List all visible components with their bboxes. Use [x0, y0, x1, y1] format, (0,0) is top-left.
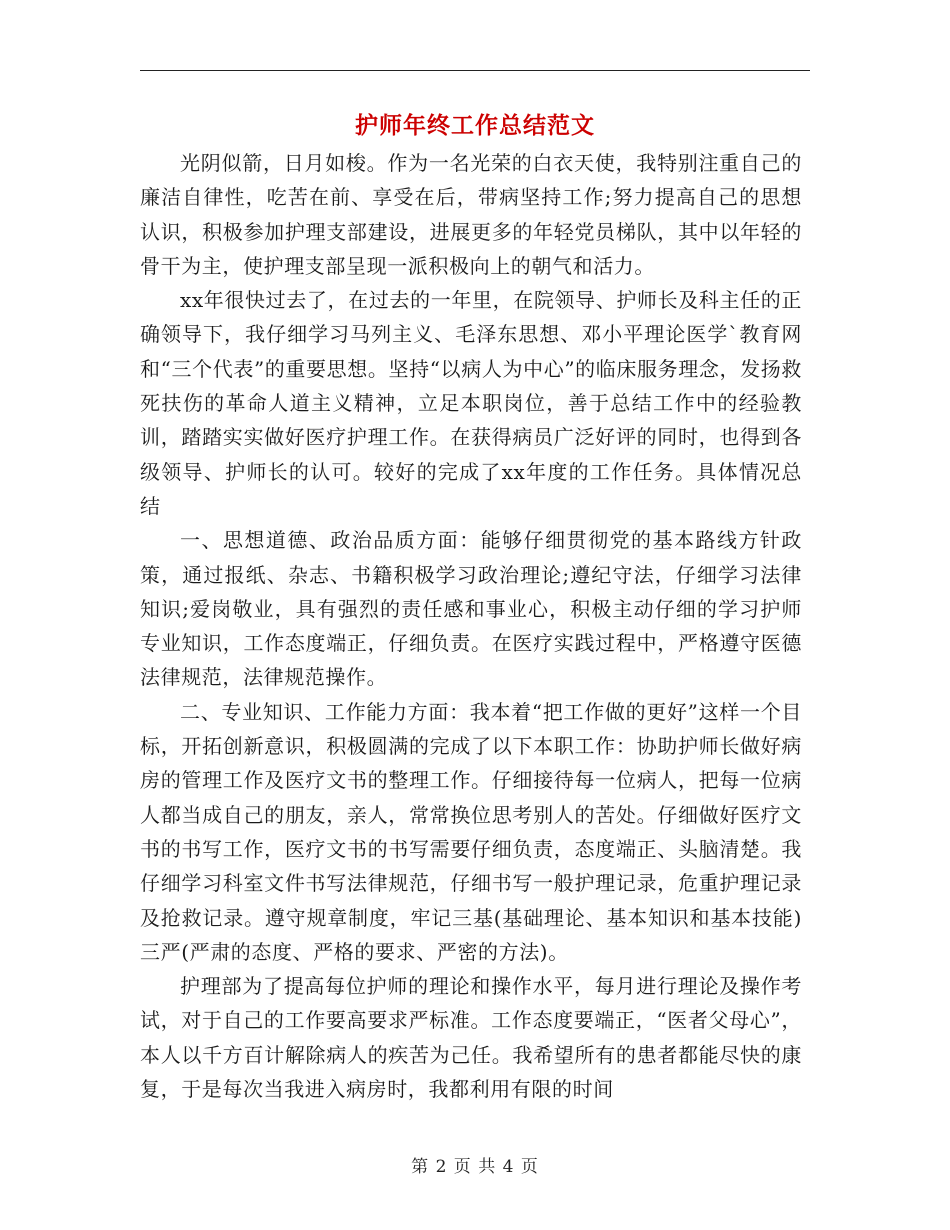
- header-rule: [140, 70, 810, 71]
- paragraph-nursing-dept: 护理部为了提高每位护师的理论和操作水平，每月进行理论及操作考试，对于自己的工作要高要求严标准。工作态度要端正，“医者父母心”，本人以千方百计解除病人的疾苦为己任。我希望所有的患者都能尽快的康复，于是每次当我进入病房时，我都利用有限的时间: [140, 974, 802, 1102]
- paragraph-intro: 光阴似箭，日月如梭。作为一名光荣的白衣天使，我特别注重自己的廉洁自律性，吃苦在前、享受在后，带病坚持工作;努力提高自己的思想认识，积极参加护理支部建设，进展更多的年轻党员梯队，其中以年轻的骨干为主，使护理支部呈现一派积极向上的朝气和活力。: [140, 151, 802, 278]
- paragraph-year-summary: xx年很快过去了，在过去的一年里，在院领导、护师长及科主任的正确领导下，我仔细学习马列主义、毛泽东思想、邓小平理论医学`教育网和“三个代表”的重要思想。坚持“以病人为中心”的临床服务理念，发扬救死扶伤的革命人道主义精神，立足本职岗位，善于总结工作中的经验教训，踏踏实实做好医疗护理工作。在获得病员广泛好评的同时，也得到各级领导、护师长的认可。较好的完成了xx年度的工作任务。具体情况总结: [140, 288, 802, 518]
- page-number-footer: 第 2 页 共 4 页: [411, 1157, 539, 1177]
- document-title: 护师年终工作总结范文: [355, 112, 595, 139]
- document-body: [140, 146, 802, 1106]
- paragraph-ideology: 一、思想道德、政治品质方面：能够仔细贯彻党的基本路线方针政策，通过报纸、杂志、书籍积极学习政治理论;遵纪守法，仔细学习法律知识;爱岗敬业，具有强烈的责任感和事业心，积极主动仔细的学习护师专业知识，工作态度端正，仔细负责。在医疗实践过程中，严格遵守医德法律规范，法律规范操作。: [140, 528, 803, 690]
- paragraph-professional: 二、专业知识、工作能力方面：我本着“把工作做的更好”这样一个目标，开拓创新意识，积极圆满的完成了以下本职工作：协助护师长做好病房的管理工作及医疗文书的整理工作。仔细接待每一位病人，把每一位病人都当成自己的朋友，亲人，常常换位思考别人的苦处。仔细做好医疗文书的书写工作，医疗文书的书写需要仔细负责，态度端正、头脑清楚。我仔细学习科室文件书写法律规范，仔细书写一般护理记录，危重护理记录及抢救记录。遵守规章制度，牢记三基(基础理论、基本知识和基本技能)三严(严肃的态度、严格的要求、严密的方法)。: [140, 699, 802, 964]
